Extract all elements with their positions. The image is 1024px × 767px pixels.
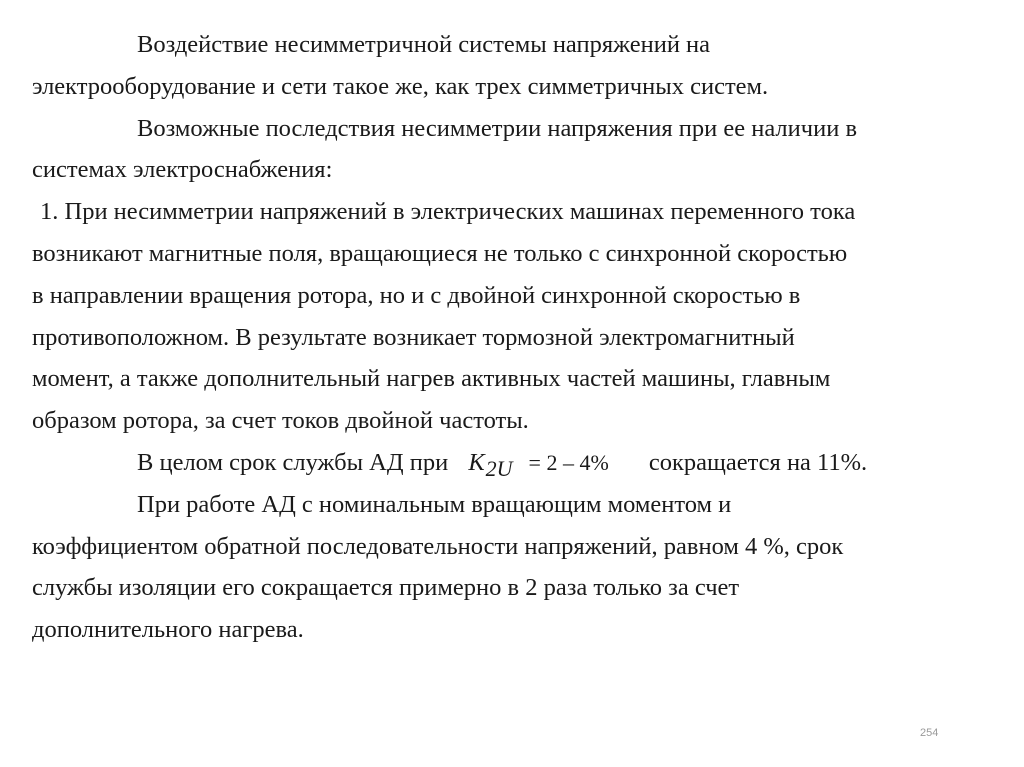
paragraph-5-line-4: дополнительного нагрева. [32, 616, 304, 644]
formula-subscript: 2U [485, 455, 513, 481]
paragraph-3-line-4: противоположном. В результате возникает тормозной электромагнитный [32, 323, 795, 351]
paragraph-5-line-2: коэффициентом обратной последовательности напряжений, равном 4 %, срок [32, 532, 844, 560]
paragraph-3-line-2: возникают магнитные поля, вращающиеся не только с синхронной скоростью [32, 239, 848, 267]
k2u-formula [468, 442, 608, 490]
formula-expression: = 2 – 4% [528, 449, 609, 475]
paragraph-1-line-1: Воздействие несимметричной системы напряжений на [137, 31, 711, 58]
paragraph-3-line-6: образом ротора, за счет токов двойной частоты. [32, 407, 529, 435]
paragraph-5-line-1: При работе АД с номинальным вращающим моментом и [137, 490, 732, 518]
paragraph-4-text-before: В целом срок службы АД при [137, 448, 449, 476]
page-number: 254 [920, 727, 939, 739]
paragraph-4-line-1 [32, 442, 1007, 484]
paragraph-3-line-1: 1. При несимметрии напряжений в электрических машинах переменного тока [40, 198, 856, 226]
paragraph-3-line-3: в направлении вращения ротора, но и с двойной синхронной скоростью в [32, 281, 801, 309]
formula-symbol: K [468, 448, 485, 476]
paragraph-3-line-5: момент, а также дополнительный нагрев активных частей машины, главным [32, 365, 831, 393]
paragraph-2-line-1: Возможные последствия несимметрии напряжения при ее наличии в [137, 114, 858, 142]
paragraph-5-line-3: службы изоляции его сокращается примерно в 2 раза только за счет [32, 574, 740, 602]
paragraph-2-line-2: системах электроснабжения: [32, 156, 333, 184]
paragraph-4-text-after: сокращается на 11%. [648, 448, 868, 476]
slide-body-text [32, 24, 1007, 651]
paragraph-1-line-2: электрооборудование и сети такое же, как трех симметричных систем. [32, 72, 769, 100]
